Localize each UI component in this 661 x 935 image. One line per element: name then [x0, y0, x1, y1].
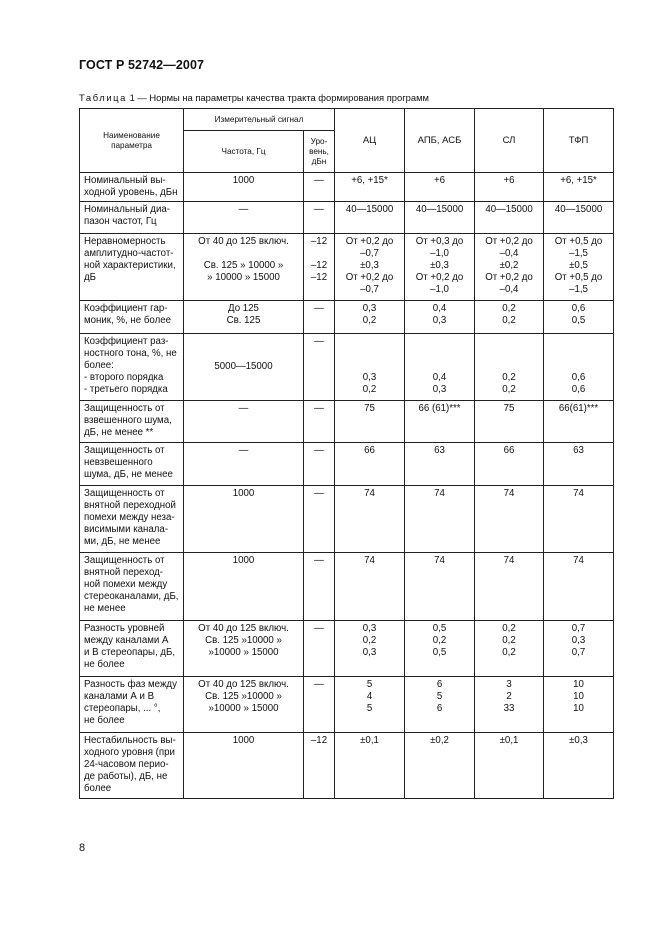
frequency-cell: 1000 — [184, 553, 304, 621]
param-name-cell: Разность уровней между каналами А и В стереопары, дБ, не более — [80, 621, 184, 677]
value-apb-cell: 0,4 0,3 — [405, 301, 475, 334]
param-name-cell: Неравномерность амплитудно-частот- ной характеристики, дБ — [80, 234, 184, 301]
level-cell: –12 — [304, 733, 335, 799]
value-ac-cell: 75 — [335, 401, 405, 443]
frequency-cell: — — [184, 202, 304, 234]
caption-label: Таблица — [79, 92, 127, 103]
table-row — [80, 401, 614, 443]
col-header-apb: АПБ, АСБ — [405, 109, 475, 173]
value-sl-cell: 66 — [475, 443, 544, 486]
value-sl-cell: 0,2 0,2 — [475, 334, 544, 401]
value-ac-cell: 0,3 0,2 0,3 — [335, 621, 405, 677]
value-apb-cell: От +0,3 до –1,0 ±0,3 От +0,2 до –1,0 — [405, 234, 475, 301]
value-ac-cell: +6, +15* — [335, 173, 405, 202]
value-apb-cell: 6 5 6 — [405, 677, 475, 733]
frequency-cell: — — [184, 401, 304, 443]
frequency-cell: 5000—15000 — [184, 334, 304, 401]
param-name-cell: Нестабильность вы- ходного уровня (при 24-часовом перио- де работы), дБ, не более — [80, 733, 184, 799]
value-apb-cell: 74 — [405, 553, 475, 621]
frequency-cell: 1000 — [184, 173, 304, 202]
table-row — [80, 621, 614, 677]
value-tfp-cell: 0,6 0,6 — [544, 334, 614, 401]
value-tfp-cell: 63 — [544, 443, 614, 486]
param-name-cell: Разность фаз между каналами А и В стереопары, ... °, не более — [80, 677, 184, 733]
value-sl-cell: 74 — [475, 486, 544, 553]
col-header-name: Наименование параметра — [80, 109, 184, 173]
col-header-sl: СЛ — [475, 109, 544, 173]
value-ac-cell: 66 — [335, 443, 405, 486]
value-ac-cell: От +0,2 до –0,7 ±0,3 От +0,2 до –0,7 — [335, 234, 405, 301]
frequency-cell: От 40 до 125 включ. Св. 125 » 10000 » » 10000 » 15000 — [184, 234, 304, 301]
value-apb-cell: 74 — [405, 486, 475, 553]
level-cell: — — [304, 486, 335, 553]
param-name-cell: Коэффициент гар- моник, %, не более — [80, 301, 184, 334]
col-header-ac: АЦ — [335, 109, 405, 173]
value-tfp-cell: От +0,5 до –1,5 ±0,5 От +0,5 до –1,5 — [544, 234, 614, 301]
param-name-cell: Защищенность от внятной переход- ной помехи между стереоканалами, дБ, не менее — [80, 553, 184, 621]
value-tfp-cell: 66(61)*** — [544, 401, 614, 443]
document-code: ГОСТ Р 52742—2007 — [79, 58, 205, 72]
value-sl-cell: 0,2 0,2 0,2 — [475, 621, 544, 677]
caption-text: 1 — Нормы на параметры качества тракта формирования программ — [126, 92, 429, 103]
table-row — [80, 553, 614, 621]
value-tfp-cell: 10 10 10 — [544, 677, 614, 733]
level-cell: — — [304, 443, 335, 486]
frequency-cell: — — [184, 443, 304, 486]
value-tfp-cell: 74 — [544, 553, 614, 621]
level-cell: — — [304, 301, 335, 334]
table-row — [80, 202, 614, 234]
table-row — [80, 173, 614, 202]
value-ac-cell: 40—15000 — [335, 202, 405, 234]
level-cell: — — [304, 553, 335, 621]
value-apb-cell: 40—15000 — [405, 202, 475, 234]
value-tfp-cell: 0,7 0,3 0,7 — [544, 621, 614, 677]
table-body — [80, 173, 614, 799]
col-header-freq: Частота, Гц — [184, 131, 304, 173]
value-tfp-cell: +6, +15* — [544, 173, 614, 202]
norms-table — [79, 108, 614, 799]
value-ac-cell: 74 — [335, 553, 405, 621]
value-apb-cell: 0,4 0,3 — [405, 334, 475, 401]
col-header-level: Уро- вень, дБн — [304, 131, 335, 173]
table-row — [80, 677, 614, 733]
col-header-signal: Измерительный сигнал — [184, 109, 335, 131]
value-sl-cell: От +0,2 до –0,4 ±0,2 От +0,2 до –0,4 — [475, 234, 544, 301]
value-ac-cell: 5 4 5 — [335, 677, 405, 733]
level-cell: –12 –12 –12 — [304, 234, 335, 301]
value-tfp-cell: 0,6 0,5 — [544, 301, 614, 334]
value-sl-cell: 75 — [475, 401, 544, 443]
level-cell: — — [304, 401, 335, 443]
col-header-tfp: ТФП — [544, 109, 614, 173]
level-cell: — — [304, 202, 335, 234]
param-name-cell: Номинальный вы- ходной уровень, дБн — [80, 173, 184, 202]
value-sl-cell: 0,2 0,2 — [475, 301, 544, 334]
value-sl-cell: ±0,1 — [475, 733, 544, 799]
param-name-cell: Защищенность от невзвешенного шума, дБ, не менее — [80, 443, 184, 486]
value-sl-cell: 40—15000 — [475, 202, 544, 234]
value-sl-cell: +6 — [475, 173, 544, 202]
value-sl-cell: 3 2 33 — [475, 677, 544, 733]
value-ac-cell: 74 — [335, 486, 405, 553]
table-row — [80, 486, 614, 553]
frequency-cell: 1000 — [184, 486, 304, 553]
table-row — [80, 301, 614, 334]
value-tfp-cell: 74 — [544, 486, 614, 553]
value-sl-cell: 74 — [475, 553, 544, 621]
value-apb-cell: 63 — [405, 443, 475, 486]
level-cell: — — [304, 677, 335, 733]
page-number: 8 — [79, 842, 86, 854]
frequency-cell: От 40 до 125 включ. Св. 125 »10000 » »10000 » 15000 — [184, 621, 304, 677]
param-name-cell: Номинальный диа- пазон частот, Гц — [80, 202, 184, 234]
value-ac-cell: 0,3 0,2 — [335, 301, 405, 334]
value-apb-cell: +6 — [405, 173, 475, 202]
frequency-cell: До 125 Св. 125 — [184, 301, 304, 334]
value-ac-cell: 0,3 0,2 — [335, 334, 405, 401]
level-cell: — — [304, 173, 335, 202]
value-ac-cell: ±0,1 — [335, 733, 405, 799]
param-name-cell: Защищенность от взвешенного шума, дБ, не менее ** — [80, 401, 184, 443]
table-row — [80, 443, 614, 486]
level-cell: — — [304, 621, 335, 677]
value-apb-cell: 66 (61)*** — [405, 401, 475, 443]
frequency-cell: От 40 до 125 включ. Св. 125 »10000 » »10000 » 15000 — [184, 677, 304, 733]
param-name-cell: Защищенность от внятной переходной помехи между неза- висимыми каналa- ми, дБ, не менее — [80, 486, 184, 553]
value-apb-cell: 0,5 0,2 0,5 — [405, 621, 475, 677]
value-apb-cell: ±0,2 — [405, 733, 475, 799]
value-tfp-cell: ±0,3 — [544, 733, 614, 799]
table-row — [80, 334, 614, 401]
value-tfp-cell: 40—15000 — [544, 202, 614, 234]
frequency-cell: 1000 — [184, 733, 304, 799]
table-row — [80, 733, 614, 799]
table-caption — [79, 92, 429, 103]
param-name-cell: Коэффициент раз- ностного тона, %, не более: - второго порядка - третьего порядка — [80, 334, 184, 401]
table-row — [80, 234, 614, 301]
level-cell: — — [304, 334, 335, 401]
